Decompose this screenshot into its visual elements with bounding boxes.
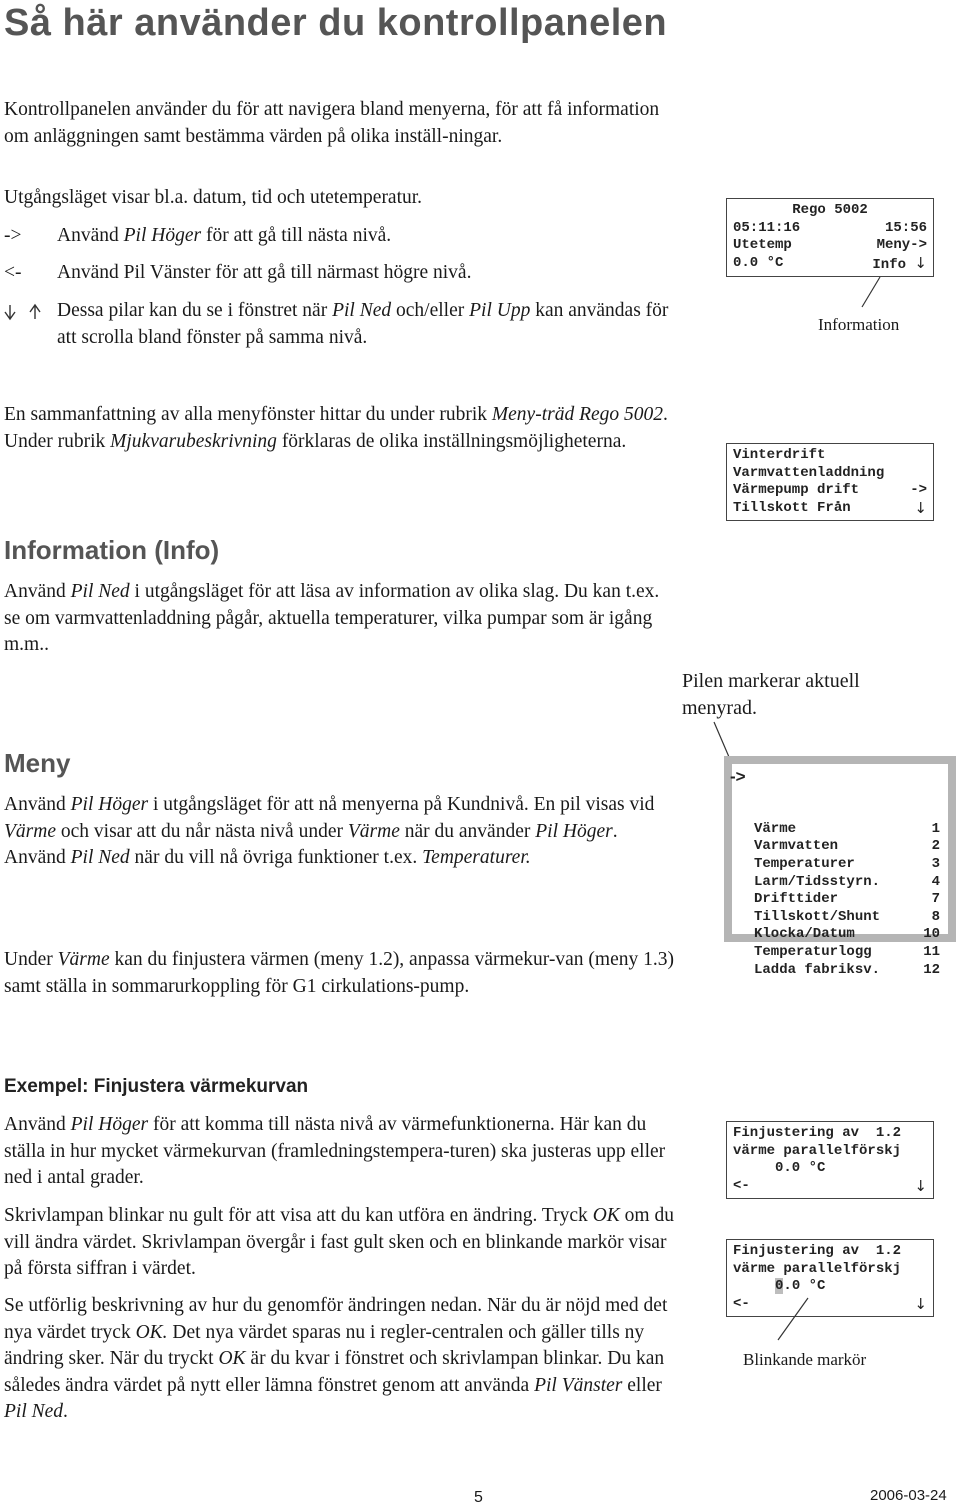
example-paragraph-3: Se utförlig beskrivning av hur du genomför ändringen nedan. När du är nöjd med det nya värdet tryck OK. Det nya värdet sparas nu i regler-centralen och gäller tills ny ändring sker. När du tryckt OK är du kvar i fönstret och skrivlampan blinkar. Du kan således ändra värdet på nytt eller lämna fönstret genom att använda Pil Vänster eller Pil Ned. [4,1295,668,1422]
menu-paragraph-2: Under Värme kan du finjustera värmen (meny 1.2), anpassa värmekur-van (meny 1.3) samt ställa in sommarurkoppling för G1 cirkulations-pump. [4,949,674,997]
info-pointer-line [850,275,890,315]
menu-item-label: Klocka/Datum [754,926,855,943]
display-right-arrow: -> [910,482,927,498]
menu-paragraph-1: Använd Pil Höger i utgångsläget för att nå menyerna på Kundnivå. En pil visas vid Värme och visar att du når nästa nivå under Värme när du använder Pil Höger. Använd Pil Ned när du vill nå övriga funktioner t.ex. Temperaturer. [4,794,655,868]
example-paragraph-1: Använd Pil Höger för att komma till nästa nivå av värmefunktionerna. Här kan du ställa in hur mycket värmekurvan (framledningstempera-turen) ska justeras upp eller ned i antal grader. [4,1114,666,1188]
right-arrow-text: Använd Pil Höger för att gå till nästa nivå. [57,225,392,246]
display-caption-information: Information [818,315,900,334]
down-arrow-icon: ↓ [914,1294,927,1313]
menu-pointer-arrow: -> [730,767,746,786]
display-line-subtitle: värme parallelförskj [733,1260,902,1277]
menu-list-item [754,944,940,962]
display-title: Rego 5002 [792,202,868,218]
menu-list-item [754,874,940,892]
display-line-tillskott: Tillskott Från [733,499,851,516]
menu-list-item [754,838,940,856]
display-back-arrow: <- [733,1295,750,1312]
display-info-view [726,443,934,521]
display-line-varmepump: Värmepump drift [733,482,860,498]
display-temperature: 0.0 °C [733,254,784,271]
menu-list-item [754,856,940,874]
menu-item-number: 7 [931,891,940,908]
menu-list-item [754,821,940,839]
down-up-arrows-icon [4,299,44,330]
left-arrow-text: Använd Pil Vänster för att gå till närmast högre nivå. [57,262,472,283]
display-time: 05:11:16 [733,219,801,236]
summary-paragraph: En sammanfattning av alla menyfönster hittar du under rubrik Meny-träd Rego 5002. Under rubrik Mjukvarubeskrivning förklaras de olika inställningsmöjligheterna. [4,404,668,452]
menu-item-number: 3 [931,855,940,872]
menu-item-label: Tillskott/Shunt [754,908,881,925]
display-meny-label: Meny-> [876,237,927,253]
menu-item-number: 4 [931,873,940,890]
footer-date: 2006-03-24 [870,1487,947,1504]
menu-item-number: 12 [923,961,940,978]
page-title: Så här använder du kontrollpanelen [4,2,668,44]
down-arrow-icon: ↓ [914,1176,927,1195]
menu-item-label: Varmvatten [754,838,839,855]
display-menu-list [724,756,956,978]
display-caption-cursor: Blinkande markör [743,1350,867,1369]
display-finjustering [726,1121,934,1199]
menu-list-item [754,891,940,909]
section-heading-meny: Meny [4,748,71,778]
menu-item-number: 11 [923,943,940,960]
menu-item-label: Temperaturer [754,855,855,872]
menu-item-number: 1 [931,820,940,837]
example-paragraph-2: Skrivlampan blinkar nu gult för att visa att du kan utföra en ändring. Tryck OK om du vill ändra värdet. Skrivlampan övergår i fast gult sken och en blinkande markör visar på första siffran i värdet. [4,1205,674,1279]
menu-item-number: 8 [931,908,940,925]
display-ute-label: Utetemp [733,237,792,253]
menu-item-label: Ladda fabriksv. [754,961,881,978]
menu-item-label: Värme [754,820,797,837]
menu-list-item [754,909,940,927]
menu-item-label: Larm/Tidsstyrn. [754,873,881,890]
left-arrow-symbol: <- [4,262,22,283]
display-clock: 15:56 [884,219,927,236]
page-number: 5 [474,1489,483,1506]
scroll-arrows-text: Dessa pilar kan du se i fönstret när Pil Ned och/eller Pil Upp kan användas för att scrolla bland fönster på samma nivå. [57,300,669,348]
menu-item-number: 10 [923,926,940,943]
arrow-note: Pilen markerar aktuell menyrad. [682,670,860,719]
right-arrow-symbol: -> [4,225,22,246]
example-heading: Exempel: Finjustera värmekurvan [4,1076,309,1097]
display-line-value: 0.0 °C [733,1160,826,1176]
blinking-cursor: 0 [775,1278,784,1294]
menu-list-item [754,926,940,944]
menu-list-item [754,962,940,980]
cursor-pointer-line [770,1296,820,1346]
menu-item-number: 2 [931,838,940,855]
display-line-title: Finjustering av 1.2 [733,1243,902,1259]
display-start-view [726,198,934,277]
down-arrow-icon: ↓ [914,253,927,272]
display-line-varmvatten: Varmvattenladdning [733,464,885,481]
display-back-arrow: <- [733,1177,750,1194]
down-arrow-icon: ↓ [914,498,927,517]
display-finjustering-cursor: Finjustering av 1.2 värme parallelförskj 0.0 °C <- ↓ [726,1239,934,1317]
intro-paragraph: Kontrollpanelen använder du för att navigera bland menyerna, för att få information om anläggningen samt bestämma värden på olika inställ-ningar. [4,99,660,147]
menu-item-label: Temperaturlogg [754,943,872,960]
display-line-vinterdrift: Vinterdrift [733,447,826,463]
info-paragraph: Använd Pil Ned i utgångsläget för att läsa av information av olika slag. Du kan t.ex. se om varmvattenladdning pågår, aktuella temperaturer, vilka pumpar som är igång m.m.. [4,581,660,655]
display-info-label: Info [872,256,907,273]
display-line-title: Finjustering av 1.2 [733,1125,902,1141]
intro-start-view: Utgångsläget visar bl.a. datum, tid och utetemperatur. [4,187,423,208]
menu-item-label: Drifttider [754,891,839,908]
section-heading-info: Information (Info) [4,535,220,565]
display-line-subtitle: värme parallelförskj [733,1142,902,1159]
